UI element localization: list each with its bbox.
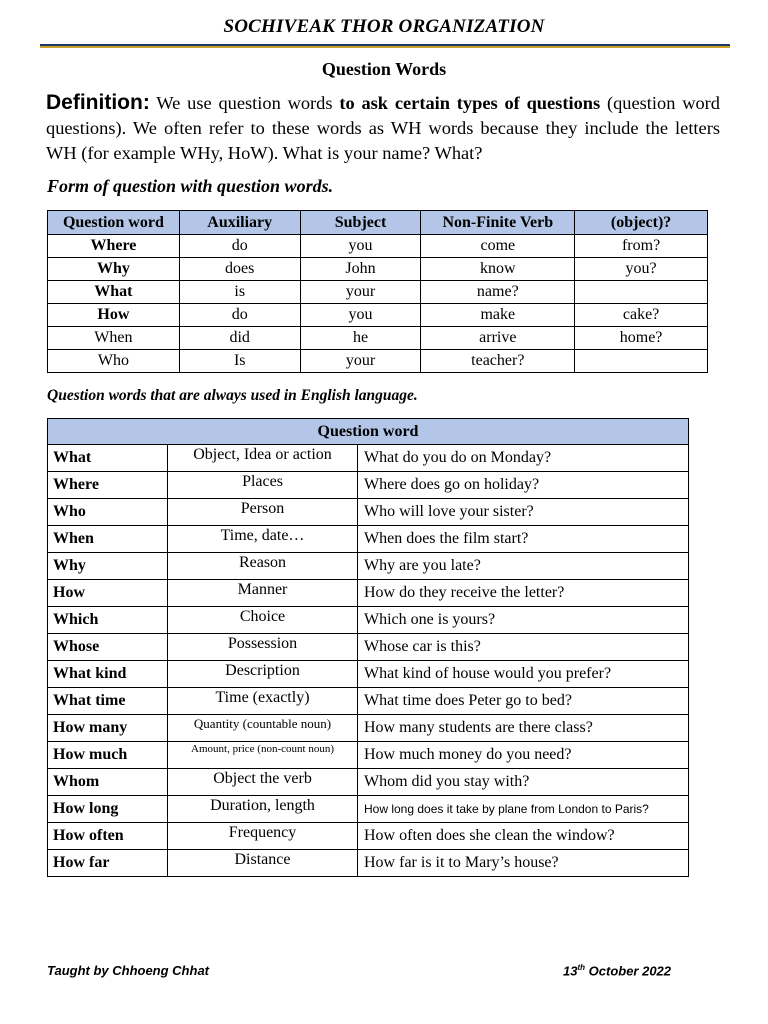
meaning-cell: Distance	[168, 850, 358, 877]
meaning-cell: Time, date…	[168, 526, 358, 553]
page-title: Question Words	[321, 59, 447, 79]
definition-label: Definition:	[46, 91, 150, 114]
table-row	[48, 304, 708, 327]
word-cell: How	[48, 580, 168, 607]
question-word-cell: When	[48, 327, 180, 350]
table-row	[48, 553, 689, 580]
table-row	[48, 258, 708, 281]
definition-paragraph	[46, 90, 720, 166]
footer-date-suffix: th	[577, 963, 586, 972]
table-row	[48, 445, 689, 472]
footer-date-day: 13	[563, 963, 578, 979]
object-cell	[575, 281, 708, 304]
meaning-cell: Frequency	[168, 823, 358, 850]
definition-text-2: (question word questions). We often refer to these words as WH words because they include the letters WH (for example WHy, HoW). What is your name? What?	[46, 93, 720, 163]
meaning-cell: Object the verb	[168, 769, 358, 796]
object-cell: from?	[575, 235, 708, 258]
example-cell: How much money do you need?	[358, 742, 689, 769]
word-cell: Whose	[48, 634, 168, 661]
question-words-table	[47, 418, 689, 877]
verb-cell: make	[421, 304, 575, 327]
subject-cell: you	[300, 304, 421, 327]
word-cell: How long	[48, 796, 168, 823]
subject-cell: your	[300, 281, 421, 304]
example-cell: Who will love your sister?	[358, 499, 689, 526]
meaning-cell: Manner	[168, 580, 358, 607]
word-cell: Who	[48, 499, 168, 526]
question-word-cell: Who	[48, 350, 180, 373]
object-cell: you?	[575, 258, 708, 281]
form-table-header-row	[48, 211, 708, 235]
meaning-cell: Places	[168, 472, 358, 499]
question-word-cell: Why	[48, 258, 180, 281]
meaning-cell: Choice	[168, 607, 358, 634]
header-divider	[40, 44, 730, 48]
word-cell: When	[48, 526, 168, 553]
table-row	[48, 499, 689, 526]
column-header: Subject	[300, 211, 421, 235]
footer-date	[563, 963, 671, 978]
verb-cell: come	[421, 235, 575, 258]
words-section-heading: Question words that are always used in English language.	[47, 387, 418, 404]
subject-cell: you	[300, 235, 421, 258]
word-cell: How far	[48, 850, 168, 877]
verb-cell: arrive	[421, 327, 575, 350]
meaning-cell: Possession	[168, 634, 358, 661]
example-cell: How often does she clean the window?	[358, 823, 689, 850]
example-cell: Whom did you stay with?	[358, 769, 689, 796]
table-row	[48, 327, 708, 350]
auxiliary-cell: do	[179, 304, 300, 327]
example-cell: When does the film start?	[358, 526, 689, 553]
object-cell: cake?	[575, 304, 708, 327]
table-row	[48, 281, 708, 304]
example-cell: Whose car is this?	[358, 634, 689, 661]
table-row	[48, 472, 689, 499]
table-row	[48, 235, 708, 258]
words-table-header: Question word	[48, 419, 689, 445]
example-cell: How do they receive the letter?	[358, 580, 689, 607]
meaning-cell: Description	[168, 661, 358, 688]
meaning-cell: Object, Idea or action	[168, 445, 358, 472]
example-cell: How long does it take by plane from London to Paris?	[358, 796, 689, 823]
word-cell: How much	[48, 742, 168, 769]
organization-title: SOCHIVEAK THOR ORGANIZATION	[223, 16, 545, 37]
definition-text-1: We use question words	[149, 93, 340, 113]
table-row	[48, 823, 689, 850]
word-cell: What	[48, 445, 168, 472]
table-row	[48, 580, 689, 607]
word-cell: What time	[48, 688, 168, 715]
word-cell: How often	[48, 823, 168, 850]
word-cell: Why	[48, 553, 168, 580]
table-row	[48, 607, 689, 634]
example-cell: What time does Peter go to bed?	[358, 688, 689, 715]
word-cell: Whom	[48, 769, 168, 796]
example-cell: Where does go on holiday?	[358, 472, 689, 499]
subject-cell: he	[300, 327, 421, 350]
auxiliary-cell: do	[179, 235, 300, 258]
verb-cell: teacher?	[421, 350, 575, 373]
subject-cell: John	[300, 258, 421, 281]
auxiliary-cell: is	[179, 281, 300, 304]
form-table	[47, 210, 708, 373]
definition-emphasis: to ask certain types of questions	[339, 93, 601, 113]
meaning-cell: Time (exactly)	[168, 688, 358, 715]
auxiliary-cell: did	[179, 327, 300, 350]
meaning-cell: Amount, price (non-count noun)	[168, 742, 358, 769]
words-table-header-row	[48, 419, 689, 445]
word-cell: What kind	[48, 661, 168, 688]
example-cell: Why are you late?	[358, 553, 689, 580]
question-word-cell: What	[48, 281, 180, 304]
object-cell	[575, 350, 708, 373]
column-header: Non-Finite Verb	[421, 211, 575, 235]
example-cell: What kind of house would you prefer?	[358, 661, 689, 688]
question-word-cell: Where	[48, 235, 180, 258]
meaning-cell: Duration, length	[168, 796, 358, 823]
form-section-heading: Form of question with question words.	[47, 176, 334, 196]
example-cell: How far is it to Mary’s house?	[358, 850, 689, 877]
verb-cell: name?	[421, 281, 575, 304]
footer-date-rest: October 2022	[585, 963, 672, 979]
question-word-cell: How	[48, 304, 180, 327]
word-cell: Which	[48, 607, 168, 634]
table-row	[48, 350, 708, 373]
word-cell: Where	[48, 472, 168, 499]
table-row	[48, 769, 689, 796]
table-row	[48, 742, 689, 769]
table-row	[48, 796, 689, 823]
table-row	[48, 526, 689, 553]
table-row	[48, 634, 689, 661]
table-row	[48, 661, 689, 688]
object-cell: home?	[575, 327, 708, 350]
table-row	[48, 715, 689, 742]
column-header: Auxiliary	[179, 211, 300, 235]
column-header: (object)?	[575, 211, 708, 235]
example-cell: How many students are there class?	[358, 715, 689, 742]
auxiliary-cell: does	[179, 258, 300, 281]
table-row	[48, 850, 689, 877]
column-header: Question word	[48, 211, 180, 235]
meaning-cell: Person	[168, 499, 358, 526]
verb-cell: know	[421, 258, 575, 281]
footer-teacher: Taught by Chhoeng Chhat	[47, 963, 209, 978]
auxiliary-cell: Is	[179, 350, 300, 373]
table-row	[48, 688, 689, 715]
example-cell: Which one is yours?	[358, 607, 689, 634]
word-cell: How many	[48, 715, 168, 742]
meaning-cell: Reason	[168, 553, 358, 580]
meaning-cell: Quantity (countable noun)	[168, 715, 358, 742]
subject-cell: your	[300, 350, 421, 373]
example-cell: What do you do on Monday?	[358, 445, 689, 472]
